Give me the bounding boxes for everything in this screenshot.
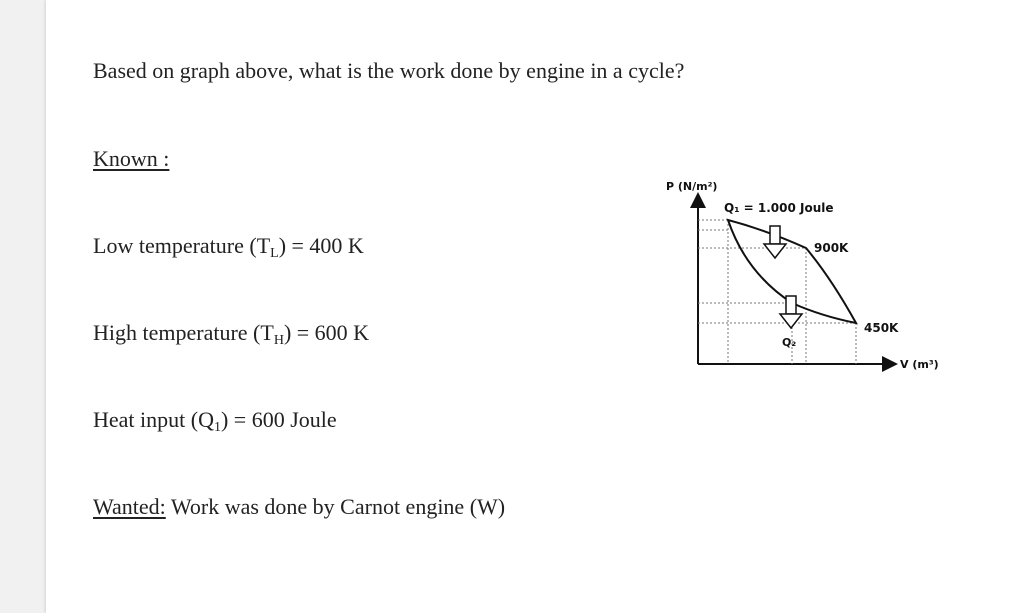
x-axis-label: V (m³) (900, 358, 939, 371)
heat-input-value: ) = 600 Joule (220, 407, 337, 432)
heat-input-label: Heat input (Q (93, 407, 214, 432)
known-heading: Known : (93, 146, 170, 171)
low-isotherm-label: 450K (864, 321, 899, 335)
high-temperature-line (93, 319, 369, 347)
q1-label: Q₁ = 1.000 Joule (724, 201, 834, 215)
low-temp-subscript: L (270, 246, 279, 261)
high-temp-label: High temperature (T (93, 320, 274, 345)
wanted-text: Work was done by Carnot engine (W) (165, 494, 506, 519)
low-temperature-line (93, 232, 364, 260)
q2-label: Q₂ (782, 336, 797, 349)
wanted-line (93, 493, 505, 521)
low-temp-label: Low temperature (T (93, 233, 271, 258)
pv-diagram (616, 168, 966, 378)
high-temp-subscript: H (273, 333, 284, 348)
heat-in-arrow-icon (764, 226, 786, 258)
high-temp-value: ) = 600 K (283, 320, 370, 345)
heat-input-line (93, 406, 337, 434)
high-isotherm-label: 900K (814, 241, 849, 255)
heat-input-subscript: 1 (213, 420, 221, 435)
wanted-label: Wanted: (93, 494, 166, 519)
y-axis-label: P (N/m²) (666, 180, 718, 193)
document-page (46, 0, 1020, 613)
low-temp-value: ) = 400 K (278, 233, 364, 258)
question-text: Based on graph above, what is the work done by engine in a cycle? (93, 58, 685, 83)
